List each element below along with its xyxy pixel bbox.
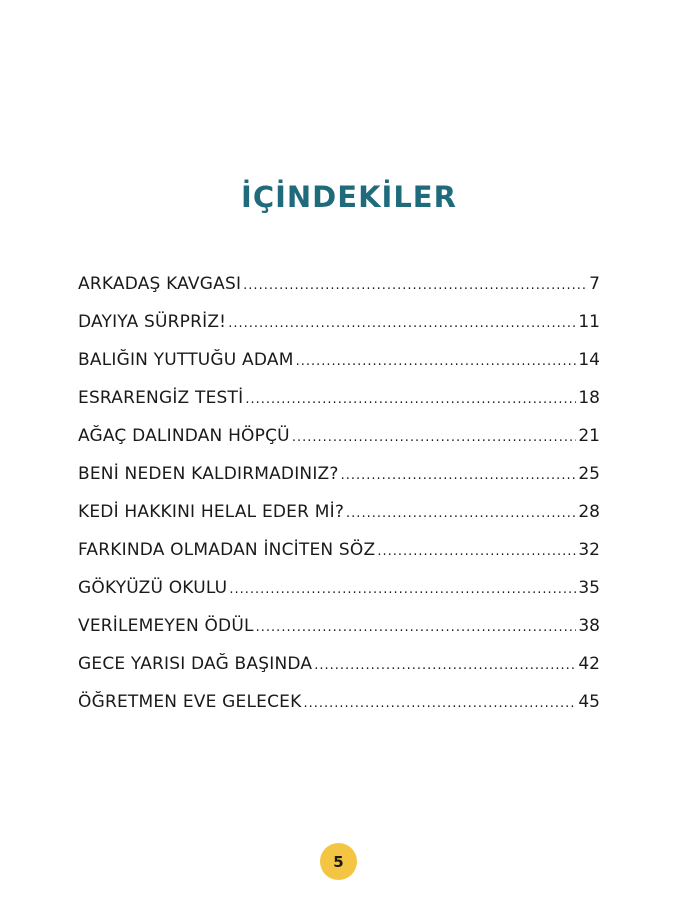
toc-entry-page: 21 bbox=[578, 426, 600, 446]
dot-leader bbox=[256, 620, 577, 635]
toc-entry[interactable] bbox=[78, 312, 600, 350]
toc-entry-title: DAYIYA SÜRPRİZ! bbox=[78, 312, 227, 332]
dot-leader bbox=[346, 506, 576, 521]
page-number: 5 bbox=[333, 852, 344, 871]
dot-leader bbox=[296, 354, 577, 369]
toc-entry-title: ESRARENGİZ TESTİ bbox=[78, 388, 244, 408]
toc-entry[interactable] bbox=[78, 692, 600, 730]
dot-leader bbox=[243, 278, 587, 293]
toc-entry-title: ÖĞRETMEN EVE GELECEK bbox=[78, 692, 302, 712]
dot-leader bbox=[303, 696, 576, 711]
toc-entry-page: 35 bbox=[578, 578, 600, 598]
toc-entry-page: 25 bbox=[578, 464, 600, 484]
dot-leader bbox=[377, 544, 576, 559]
toc-entry-page: 11 bbox=[578, 312, 600, 332]
toc-entry-title: ARKADAŞ KAVGASI bbox=[78, 274, 242, 294]
dot-leader bbox=[341, 468, 577, 483]
toc-entry[interactable] bbox=[78, 616, 600, 654]
toc-entry-page: 45 bbox=[578, 692, 600, 712]
toc-entry-title: BALIĞIN YUTTUĞU ADAM bbox=[78, 350, 294, 370]
toc-entry[interactable] bbox=[78, 578, 600, 616]
dot-leader bbox=[229, 582, 576, 597]
toc-entry-page: 7 bbox=[589, 274, 600, 294]
toc-entry[interactable] bbox=[78, 540, 600, 578]
dot-leader bbox=[292, 430, 577, 445]
dot-leader bbox=[314, 658, 576, 673]
toc-entry-title: GECE YARISI DAĞ BAŞINDA bbox=[78, 654, 313, 674]
dot-leader bbox=[245, 392, 576, 407]
toc-entry-title: KEDİ HAKKINI HELAL EDER Mİ? bbox=[78, 502, 345, 522]
toc-entry[interactable] bbox=[78, 654, 600, 692]
toc-entry-page: 28 bbox=[578, 502, 600, 522]
toc-entry-page: 18 bbox=[578, 388, 600, 408]
table-of-contents bbox=[78, 274, 600, 730]
toc-entry-title: GÖKYÜZÜ OKULU bbox=[78, 578, 228, 598]
page-title: İÇİNDEKİLER bbox=[241, 180, 457, 214]
toc-entry-page: 14 bbox=[578, 350, 600, 370]
toc-entry-title: BENİ NEDEN KALDIRMADINIZ? bbox=[78, 464, 339, 484]
toc-entry-title: FARKINDA OLMADAN İNCİTEN SÖZ bbox=[78, 540, 376, 560]
toc-entry[interactable] bbox=[78, 350, 600, 388]
toc-entry[interactable] bbox=[78, 502, 600, 540]
toc-entry-page: 42 bbox=[578, 654, 600, 674]
toc-entry[interactable] bbox=[78, 426, 600, 464]
toc-entry-title: VERİLEMEYEN ÖDÜL bbox=[78, 616, 254, 636]
toc-entry-title: AĞAÇ DALINDAN HÖPÇÜ bbox=[78, 426, 290, 446]
dot-leader bbox=[228, 316, 576, 331]
toc-entry[interactable] bbox=[78, 388, 600, 426]
toc-entry-page: 38 bbox=[578, 616, 600, 636]
toc-entry[interactable] bbox=[78, 464, 600, 502]
toc-entry-page: 32 bbox=[578, 540, 600, 560]
toc-entry[interactable] bbox=[78, 274, 600, 312]
page-number-badge bbox=[320, 843, 357, 880]
